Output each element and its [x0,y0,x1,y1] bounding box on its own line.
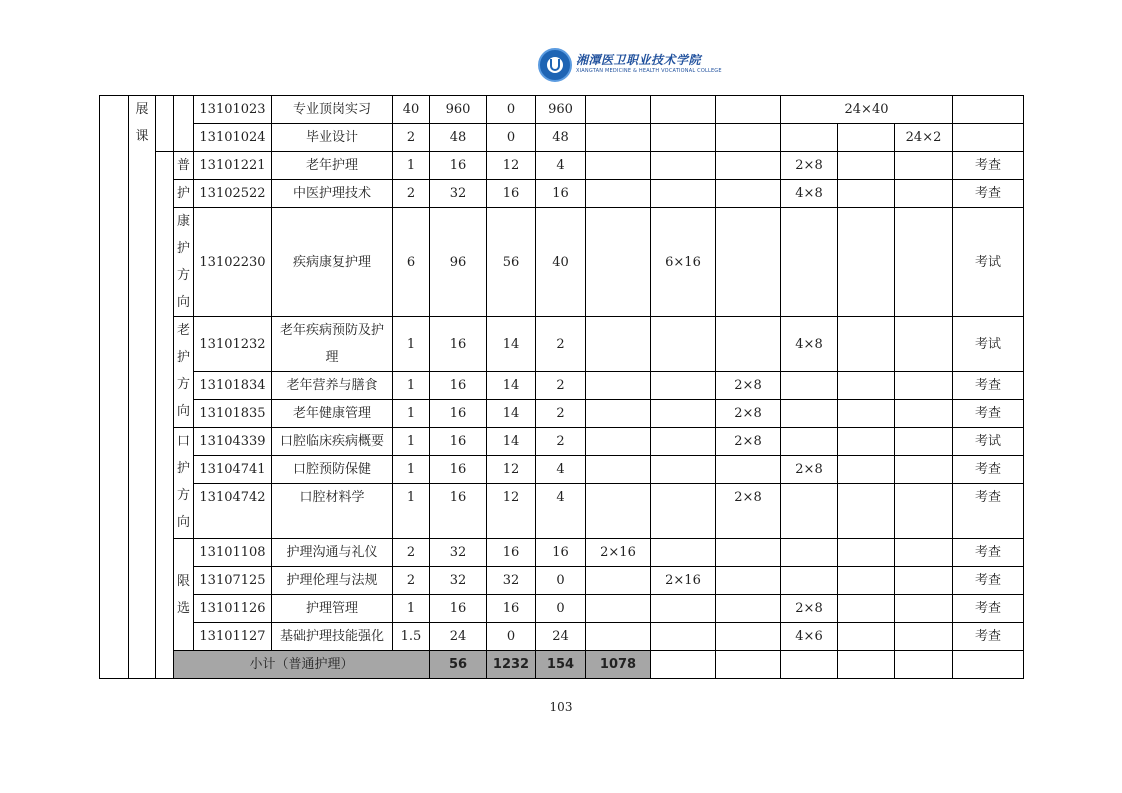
exam-type: 考试 [953,428,1024,456]
subtotal-credit: 56 [430,651,487,679]
semester-schedule: 2×8 [716,372,781,400]
exam-type: 考查 [953,623,1024,651]
credit: 2 [393,567,430,595]
credit: 1 [393,456,430,484]
semester-schedule: 2×8 [781,595,838,623]
exam-type: 考查 [953,595,1024,623]
semester-schedule: 4×8 [781,180,838,208]
course-name: 口腔材料学 [272,484,393,539]
table-row [100,96,1024,124]
subtotal-row [100,651,1024,679]
practice-hours: 2 [536,428,586,456]
course-name: 中医护理技术 [272,180,393,208]
theory-hours: 0 [487,96,536,124]
total-hours: 16 [430,595,487,623]
table-row [100,539,1024,567]
practice-hours: 48 [536,124,586,152]
exam-type: 考查 [953,152,1024,180]
theory-hours: 12 [487,456,536,484]
table-row [100,428,1024,456]
practice-hours: 4 [536,456,586,484]
credit: 2 [393,180,430,208]
theory-hours: 32 [487,567,536,595]
credit: 1 [393,152,430,180]
practice-hours: 24 [536,623,586,651]
course-name: 护理管理 [272,595,393,623]
table-row [100,152,1024,180]
school-seal-icon [538,48,572,82]
table-row [100,372,1024,400]
subtotal-theory-hours: 154 [536,651,586,679]
credit: 2 [393,124,430,152]
table-row [100,400,1024,428]
course-code: 13107125 [194,567,272,595]
practice-hours: 2 [536,372,586,400]
semester-schedule: 4×6 [781,623,838,651]
subtotal-practice-hours: 1078 [586,651,651,679]
course-name: 护理沟通与礼仪 [272,539,393,567]
exam-type [953,96,1024,124]
total-hours: 16 [430,372,487,400]
school-name-cn: 湘潭医卫职业技术学院 [576,53,702,67]
school-name-en: XIANGTAN MEDICINE & HEALTH VOCATIONAL COLLEGE [576,68,722,74]
section-label-rehab: 康 护 方 向 [174,208,194,317]
credit: 1 [393,484,430,539]
total-hours: 16 [430,456,487,484]
credit: 6 [393,208,430,317]
page-number: 103 [549,700,573,714]
course-name: 基础护理技能强化 [272,623,393,651]
theory-hours: 16 [487,595,536,623]
theory-hours: 12 [487,484,536,539]
credit: 1 [393,595,430,623]
school-logo [538,48,722,84]
subtotal-label: 小计（普通护理） [174,651,430,679]
category-label: 展 课 [129,96,156,679]
schedule: 24×40 [781,96,953,124]
credit: 1 [393,372,430,400]
total-hours: 96 [430,208,487,317]
section-label-limited: 限 选 [174,539,194,651]
outer-category-cell [100,96,129,679]
elective-group-cell [156,152,174,679]
credit: 1 [393,400,430,428]
course-name: 老年护理 [272,152,393,180]
exam-type: 考查 [953,400,1024,428]
course-code: 13104742 [194,484,272,539]
total-hours: 960 [430,96,487,124]
practice-hours: 16 [536,539,586,567]
course-name: 专业顶岗实习 [272,96,393,124]
credit: 1 [393,317,430,372]
total-hours: 32 [430,539,487,567]
course-code: 13101834 [194,372,272,400]
semester-schedule: 24×2 [895,124,953,152]
credit: 1 [393,428,430,456]
course-code: 13101108 [194,539,272,567]
course-code: 13102230 [194,208,272,317]
credit: 1.5 [393,623,430,651]
total-hours: 16 [430,317,487,372]
theory-hours: 0 [487,124,536,152]
section-label-elderly: 老 护 方 向 [174,317,194,428]
course-name: 护理伦理与法规 [272,567,393,595]
total-hours: 24 [430,623,487,651]
theory-hours: 14 [487,317,536,372]
exam-type: 考查 [953,484,1024,539]
exam-type: 考查 [953,539,1024,567]
total-hours: 16 [430,400,487,428]
semester-schedule: 2×8 [781,456,838,484]
exam-type: 考查 [953,456,1024,484]
course-code: 13101126 [194,595,272,623]
semester-schedule: 6×16 [651,208,716,317]
course-code: 13101835 [194,400,272,428]
section-label-oral: 口 护 方 向 [174,428,194,539]
theory-hours: 0 [487,623,536,651]
course-name: 老年疾病预防及护 理 [272,317,393,372]
course-code: 13101023 [194,96,272,124]
exam-type: 考查 [953,180,1024,208]
total-hours: 32 [430,567,487,595]
semester-schedule: 2×16 [651,567,716,595]
semester-schedule: 2×8 [716,400,781,428]
table-row [100,124,1024,152]
course-code: 13101221 [194,152,272,180]
curriculum-table [99,95,1024,679]
course-name: 疾病康复护理 [272,208,393,317]
course-code: 13104339 [194,428,272,456]
table-row [100,180,1024,208]
exam-type: 考试 [953,208,1024,317]
total-hours: 16 [430,484,487,539]
table-row [100,456,1024,484]
table-row [100,623,1024,651]
practice-hours: 960 [536,96,586,124]
semester-schedule: 2×16 [586,539,651,567]
total-hours: 16 [430,428,487,456]
theory-hours: 16 [487,539,536,567]
theory-hours: 14 [487,372,536,400]
course-name: 口腔临床疾病概要 [272,428,393,456]
table-row [100,208,1024,317]
theory-hours: 16 [487,180,536,208]
credit: 40 [393,96,430,124]
practice-hours: 16 [536,180,586,208]
total-hours: 48 [430,124,487,152]
practice-hours: 0 [536,595,586,623]
semester-schedule: 2×8 [716,484,781,539]
subtotal-total-hours: 1232 [487,651,536,679]
practice-hours: 0 [536,567,586,595]
practice-hours: 2 [536,400,586,428]
course-name: 口腔预防保健 [272,456,393,484]
theory-hours: 12 [487,152,536,180]
course-code: 13101127 [194,623,272,651]
exam-type [953,124,1024,152]
section-label: 普 [174,152,194,180]
practice-hours: 4 [536,152,586,180]
course-code: 13101024 [194,124,272,152]
theory-hours: 56 [487,208,536,317]
total-hours: 32 [430,180,487,208]
semester-schedule: 2×8 [781,152,838,180]
practice-hours: 4 [536,484,586,539]
semester-schedule: 4×8 [781,317,838,372]
total-hours: 16 [430,152,487,180]
empty-subgroup-cell [174,96,194,152]
course-code: 13104741 [194,456,272,484]
exam-type: 考试 [953,317,1024,372]
exam-type: 考查 [953,567,1024,595]
course-code: 13102522 [194,180,272,208]
course-name: 毕业设计 [272,124,393,152]
table-row [100,484,1024,539]
course-name: 老年营养与膳食 [272,372,393,400]
course-code: 13101232 [194,317,272,372]
section-label: 护 [174,180,194,208]
semester-schedule: 2×8 [716,428,781,456]
table-row [100,317,1024,372]
credit: 2 [393,539,430,567]
theory-hours: 14 [487,400,536,428]
table-row [100,595,1024,623]
course-name: 老年健康管理 [272,400,393,428]
practice-hours: 2 [536,317,586,372]
theory-hours: 14 [487,428,536,456]
empty-group-cell [156,96,174,152]
exam-type: 考查 [953,372,1024,400]
table-row [100,567,1024,595]
practice-hours: 40 [536,208,586,317]
